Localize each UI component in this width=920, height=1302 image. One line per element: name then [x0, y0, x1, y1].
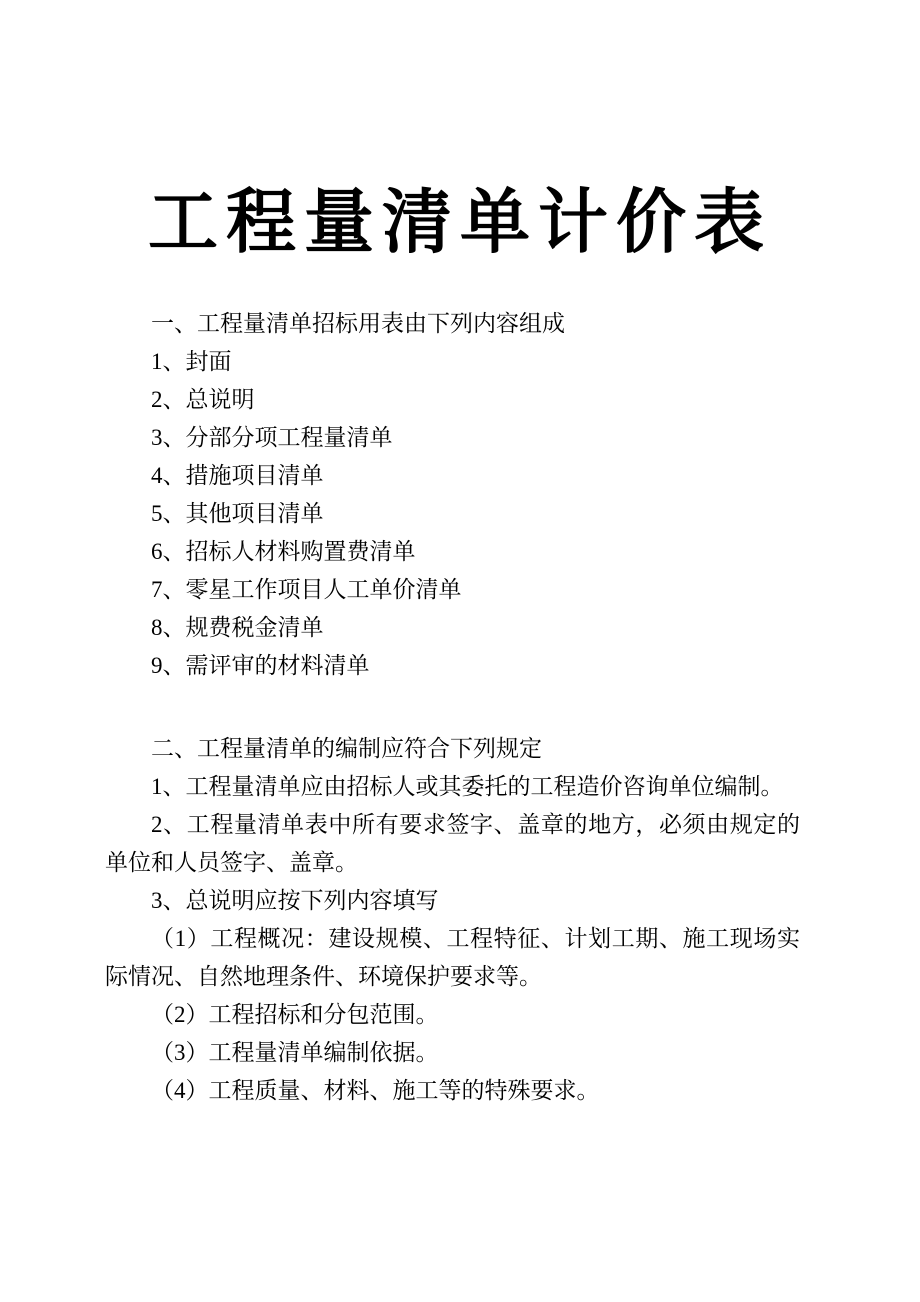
document-title: 工程量清单计价表 [148, 185, 772, 262]
section-1-item-6: 6、招标人材料购置费清单 [151, 539, 416, 564]
section-2-item-3: 3、总说明应按下列内容填写 [151, 888, 439, 913]
section-1-item-5: 5、其他项目清单 [151, 501, 324, 526]
section-1-item-7: 7、零星工作项目人工单价清单 [151, 577, 462, 602]
section-2-item-3-3: （3）工程量清单编制依据。 [151, 1040, 439, 1065]
section-2-item-3-2: （2）工程招标和分包范围。 [151, 1002, 439, 1027]
section-2-item-2: 2、工程量清单表中所有要求签字、盖章的地方，必须由规定的单位和人员签字、盖章。 [105, 812, 800, 875]
section-1-item-3: 3、分部分项工程量清单 [151, 425, 393, 450]
section-2-heading: 二、工程量清单的编制应符合下列规定 [151, 736, 542, 761]
section-1-item-1: 1、封面 [151, 349, 232, 374]
section-1-item-8: 8、规费税金清单 [151, 615, 324, 640]
section-1-item-4: 4、措施项目清单 [151, 463, 324, 488]
section-1-heading: 一、工程量清单招标用表由下列内容组成 [151, 311, 565, 336]
section-2-item-1: 1、工程量清单应由招标人或其委托的工程造价咨询单位编制。 [151, 774, 784, 799]
section-1-item-2: 2、总说明 [151, 387, 255, 412]
section-2-item-3-1: （1）工程概况：建设规模、工程特征、计划工期、施工现场实际情况、自然地理条件、环境保护要求等。 [105, 926, 800, 989]
section-1-item-9: 9、需评审的材料清单 [151, 653, 370, 678]
document-body [105, 305, 800, 1110]
section-2-item-3-4: （4）工程质量、材料、施工等的特殊要求。 [151, 1078, 600, 1103]
